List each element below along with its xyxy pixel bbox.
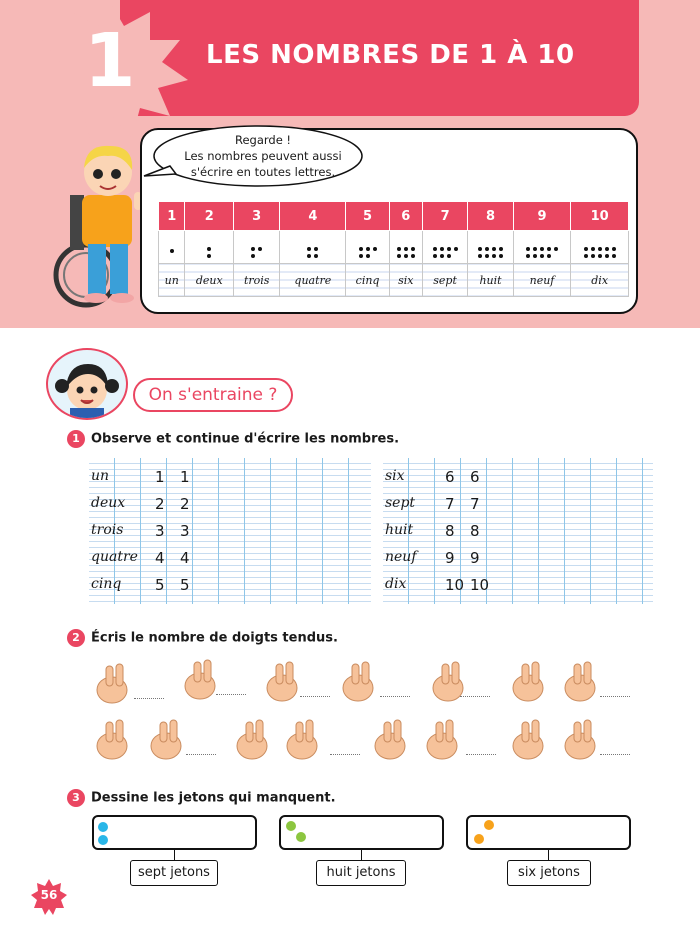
dot-cell <box>185 231 234 264</box>
dot <box>533 254 537 258</box>
number-cell: 6 <box>389 202 422 231</box>
number-cell: 1 <box>159 202 185 231</box>
token-chip <box>484 820 494 830</box>
word-cell: dix <box>571 264 629 297</box>
number-written: 4 <box>155 549 165 567</box>
exercise-2-heading <box>67 629 338 647</box>
chapter-number: 1 <box>84 18 136 104</box>
word-cell: cinq <box>346 264 389 297</box>
exercise-3-instruction: Dessine les jetons qui manquent. <box>91 790 336 806</box>
number-written: 5 <box>155 576 165 594</box>
dot <box>447 247 451 251</box>
word-cell: six <box>389 264 422 297</box>
dot <box>258 247 262 251</box>
dot <box>440 247 444 251</box>
dot-cell <box>468 231 513 264</box>
number-written: 8 <box>445 522 455 540</box>
dot <box>605 247 609 251</box>
numbers-table <box>158 201 629 297</box>
dot <box>366 247 370 251</box>
dot <box>307 247 311 251</box>
dot-cell <box>389 231 422 264</box>
dot <box>485 254 489 258</box>
dot <box>170 249 174 253</box>
number-written: 3 <box>180 522 190 540</box>
token-label-2: huit jetons <box>316 860 406 886</box>
number-cell: 3 <box>234 202 280 231</box>
dot <box>314 254 318 258</box>
dot <box>404 247 408 251</box>
dot <box>584 254 588 258</box>
number-written: 2 <box>180 495 190 513</box>
number-cell: 9 <box>513 202 571 231</box>
dot <box>307 254 311 258</box>
answer-dotted-line[interactable] <box>134 698 164 699</box>
word-cell: neuf <box>513 264 571 297</box>
dot <box>612 254 616 258</box>
dot <box>526 254 530 258</box>
bubble-line-2: Les nombres peuvent aussi <box>184 149 342 163</box>
answer-dotted-line[interactable] <box>380 696 410 697</box>
dot <box>612 247 616 251</box>
token-box-1[interactable] <box>92 815 257 850</box>
word-cell: huit <box>468 264 513 297</box>
token-chip <box>98 822 108 832</box>
token-chip <box>474 834 484 844</box>
dot <box>447 254 451 258</box>
number-cell: 2 <box>185 202 234 231</box>
word-written: huit <box>385 522 414 538</box>
exercise-1-number: 1 <box>67 430 85 448</box>
number-written: 8 <box>470 522 480 540</box>
dot <box>598 247 602 251</box>
hand-illustration <box>146 716 188 762</box>
answer-dotted-line[interactable] <box>186 754 216 755</box>
dot <box>454 247 458 251</box>
number-written: 10 <box>470 576 490 594</box>
word-cell: deux <box>185 264 234 297</box>
connector-line <box>361 850 362 860</box>
hand-illustration <box>370 716 412 762</box>
word-cell: trois <box>234 264 280 297</box>
dot <box>554 247 558 251</box>
dot <box>478 254 482 258</box>
hand-illustration <box>508 658 550 704</box>
answer-dotted-line[interactable] <box>216 694 246 695</box>
word-cell: quatre <box>280 264 346 297</box>
exercise-1-instruction: Observe et continue d'écrire les nombres. <box>91 431 400 447</box>
dot <box>547 254 551 258</box>
dot <box>591 254 595 258</box>
connector-line <box>548 850 549 860</box>
hand-illustration <box>338 658 380 704</box>
bubble-line-1: Regarde ! <box>234 133 292 147</box>
exercise-3-number: 3 <box>67 789 85 807</box>
answer-dotted-line[interactable] <box>330 754 360 755</box>
dot-cell <box>571 231 629 264</box>
number-written: 10 <box>445 576 465 594</box>
dot <box>404 254 408 258</box>
dot <box>373 247 377 251</box>
number-written: 3 <box>155 522 165 540</box>
dot <box>366 254 370 258</box>
bubble-line-3: s'écrire en toutes lettres. <box>190 165 336 179</box>
exercise-2-number: 2 <box>67 629 85 647</box>
dot <box>397 247 401 251</box>
dot <box>251 254 255 258</box>
number-written: 1 <box>155 468 165 486</box>
dots-row <box>159 231 629 264</box>
speech-bubble-text <box>168 132 358 180</box>
dot-cell <box>513 231 571 264</box>
word-written: deux <box>91 495 126 511</box>
number-written: 4 <box>180 549 190 567</box>
answer-dotted-line[interactable] <box>300 696 330 697</box>
answer-dotted-line[interactable] <box>466 754 496 755</box>
word-written: six <box>385 468 405 484</box>
words-row <box>159 264 629 297</box>
number-written: 1 <box>180 468 190 486</box>
dot <box>598 254 602 258</box>
token-label-3: six jetons <box>507 860 591 886</box>
practice-banner: On s'entraine ? <box>133 378 293 412</box>
dot <box>359 247 363 251</box>
number-cell: 5 <box>346 202 389 231</box>
answer-dotted-line[interactable] <box>460 696 490 697</box>
hand-illustration <box>262 658 304 704</box>
word-written: sept <box>385 495 416 511</box>
number-written: 9 <box>445 549 455 567</box>
hand-illustration <box>92 660 134 706</box>
word-cell: un <box>159 264 185 297</box>
token-label-1: sept jetons <box>130 860 218 886</box>
dot-cell <box>280 231 346 264</box>
number-written: 9 <box>470 549 480 567</box>
dot <box>411 247 415 251</box>
token-chip <box>286 821 296 831</box>
hand-illustration <box>560 716 602 762</box>
hand-illustration <box>180 656 222 702</box>
dot <box>251 247 255 251</box>
number-cell: 4 <box>280 202 346 231</box>
hand-illustration <box>282 716 324 762</box>
word-written: dix <box>385 576 407 592</box>
dot <box>499 254 503 258</box>
hand-illustration <box>92 716 134 762</box>
word-cell: sept <box>422 264 467 297</box>
dot <box>359 254 363 258</box>
exercise-1-heading <box>67 430 399 448</box>
dot <box>533 247 537 251</box>
page-number: 56 <box>40 888 58 902</box>
connector-line <box>174 850 175 860</box>
number-written: 6 <box>445 468 455 486</box>
dot <box>478 247 482 251</box>
exercise-3-heading <box>67 789 336 807</box>
dot <box>492 247 496 251</box>
hand-illustration <box>560 658 602 704</box>
dot <box>540 247 544 251</box>
dot <box>591 247 595 251</box>
dot-cell <box>346 231 389 264</box>
hand-illustration <box>428 658 470 704</box>
writing-grid-right <box>383 458 653 604</box>
dot <box>584 247 588 251</box>
hand-illustration <box>508 716 550 762</box>
word-written: un <box>91 468 110 484</box>
dot <box>314 247 318 251</box>
dot <box>485 247 489 251</box>
dot-cell <box>159 231 185 264</box>
dot <box>433 247 437 251</box>
dot <box>605 254 609 258</box>
dot <box>207 247 211 251</box>
number-cell: 10 <box>571 202 629 231</box>
number-written: 6 <box>470 468 480 486</box>
numbers-header-row <box>159 202 629 231</box>
word-written: trois <box>91 522 124 538</box>
hand-illustration <box>232 716 274 762</box>
word-written: quatre <box>91 549 138 565</box>
number-written: 7 <box>445 495 455 513</box>
dot <box>526 247 530 251</box>
dot <box>540 254 544 258</box>
dot <box>411 254 415 258</box>
token-chip <box>98 835 108 845</box>
dot <box>433 254 437 258</box>
answer-dotted-line[interactable] <box>600 754 630 755</box>
exercise-2-instruction: Écris le nombre de doigts tendus. <box>91 630 338 646</box>
page-title: LES NOMBRES DE 1 À 10 <box>206 40 575 70</box>
word-written: cinq <box>91 576 122 592</box>
writing-grid-left <box>89 458 371 604</box>
dot <box>547 247 551 251</box>
number-cell: 8 <box>468 202 513 231</box>
dot <box>207 254 211 258</box>
number-written: 5 <box>180 576 190 594</box>
number-written: 2 <box>155 495 165 513</box>
dot <box>499 247 503 251</box>
answer-dotted-line[interactable] <box>600 696 630 697</box>
number-cell: 7 <box>422 202 467 231</box>
dot <box>440 254 444 258</box>
number-written: 7 <box>470 495 480 513</box>
girl-avatar <box>46 348 128 420</box>
dot-cell <box>234 231 280 264</box>
dot-cell <box>422 231 467 264</box>
token-chip <box>296 832 306 842</box>
dot <box>492 254 496 258</box>
dot <box>397 254 401 258</box>
hand-illustration <box>422 716 464 762</box>
word-written: neuf <box>385 549 417 565</box>
